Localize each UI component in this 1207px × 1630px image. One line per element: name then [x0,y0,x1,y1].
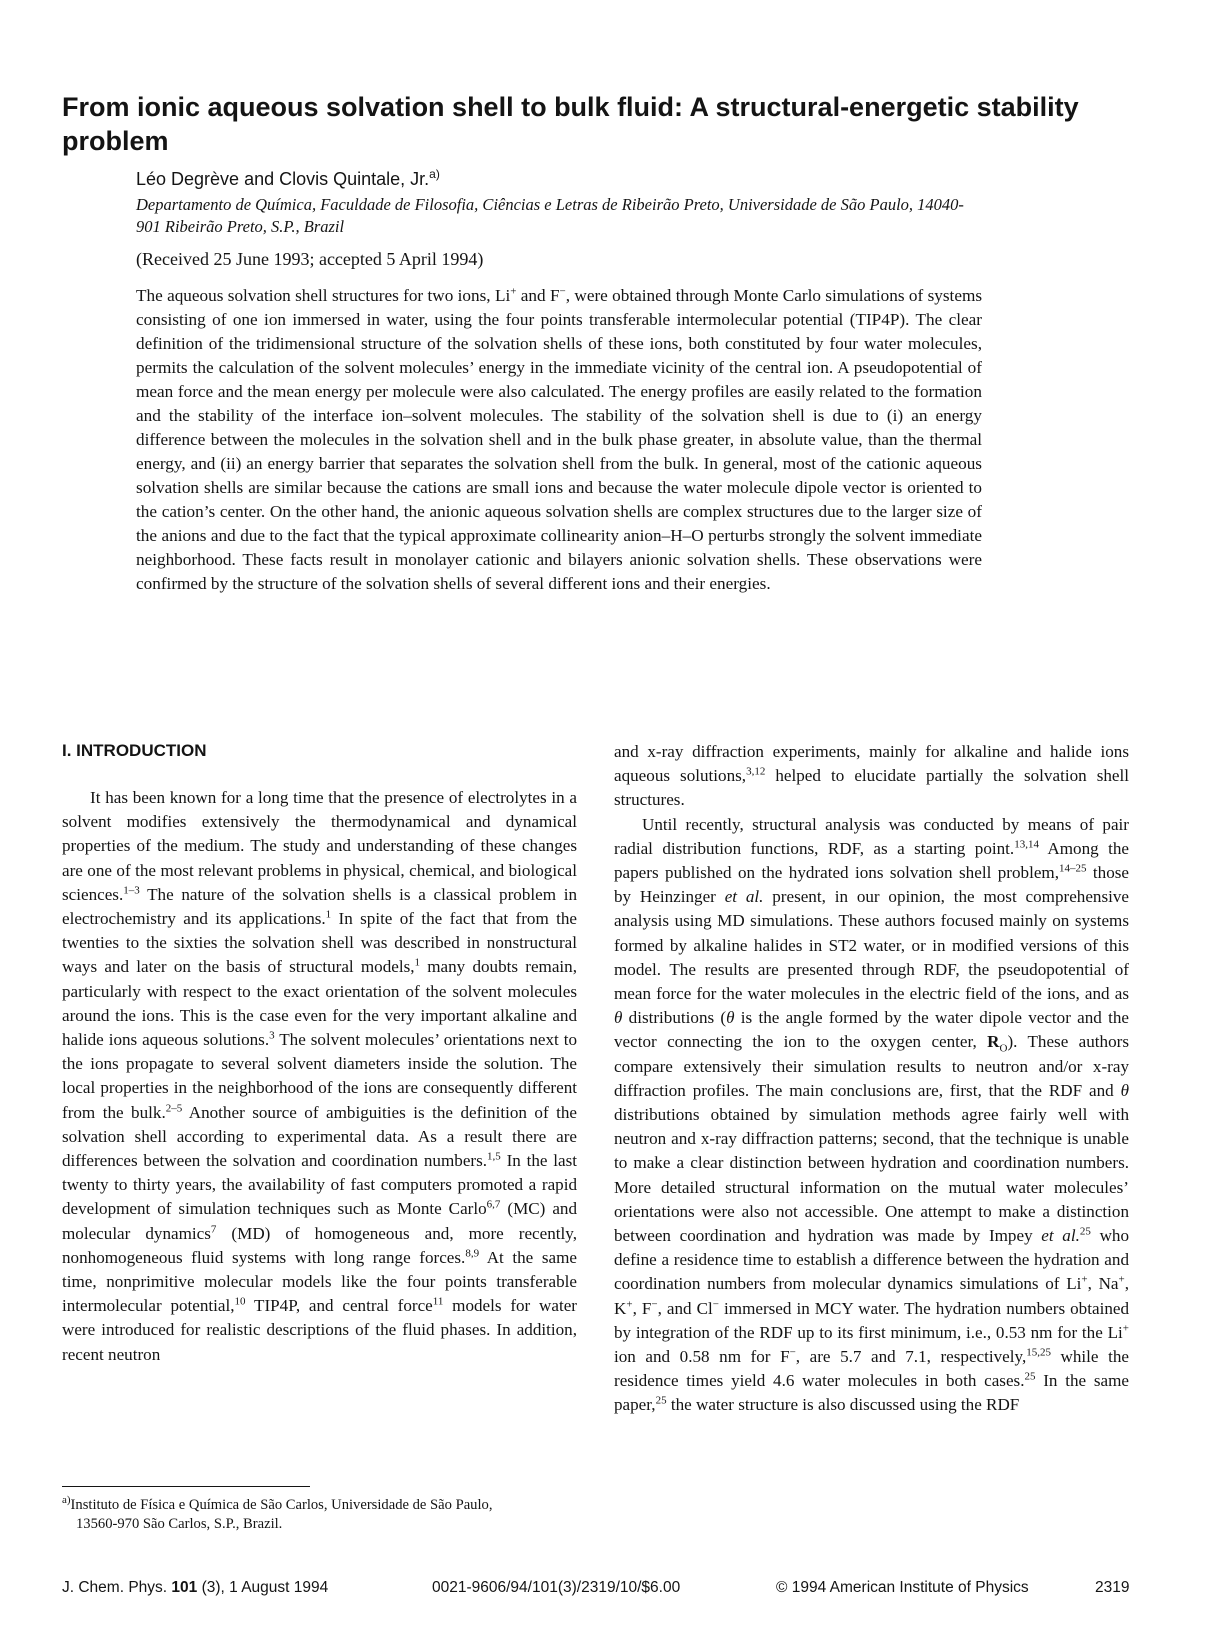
author-footnote-mark: a) [429,167,440,181]
section-heading: I. INTRODUCTION [62,741,207,760]
intro-paragraph-2: Until recently, structural analysis was conducted by means of pair radial distribution functions, RDF, as a starting point.$^{13,14}$ Among the papers published on the hydrated ions solvation shell problem,$^{14-25}$ those by Heinzinger et al. present, in our opinion, the most comprehensive analysis using MD simulations. These authors focused mainly on systems formed by alkaline halides in ST2 water, or in modified versions of this model. The results are presented through RDF, the pseudopotential of mean force for the water molecules in the electric field of the ions, and as θ distributions (θ is the angle formed by the water dipole vector and the vector connecting the ion to the oxygen center, $R_O$). These authors compare extensively their simulation results to neutron and/or x-ray diffraction profiles. The main conclusions are, first, that the RDF and θ distributions obtained by simulation methods agree fairly well with neutron and x-ray diffraction patterns; second, that the technique is unable to make a clear distinction between hydration and coordination numbers. More detailed structural information on the mutual water molecules’ orientations were also not accessible. One attempt to make a distinction between coordination and hydration was made by Impey et al.$^{25}$ who define a residence time to establish a difference between the hydration and coordination numbers from molecular dynamics simulations of Li+, Na+, K+, F−, and Cl− immersed in MCY water. The hydration numbers obtained by integration of the RDF up to its first minimum, i.e., 0.53 nm for the Li+ ion and 0.58 nm for F−, are 5.7 and 7.1, respectively,$^{15,25}$ while the residence times yield 4.6 water molecules in both cases.$^{25}$ In the same paper,$^{25}$ the water structure is also discussed using the RDF [614,814,1130,1415]
footnote: $^{a)}$Instituto de Física e Química de São Carlos, Universidade de São Paulo, 13560-970 São Carlos, S.P., Brazil. [62,1494,493,1532]
left-column [62,786,577,1367]
footnote-rule [62,1486,310,1487]
footer-article-code: 0021-9606/94/101(3)/2319/10/$6.00 [432,1579,681,1596]
abstract: The aqueous solvation shell structures for two ions, Li+ and F−, were obtained through Monte Carlo simulations of systems consisting of one ion immersed in water, using the four points transferable intermolecular potential (TIP4P). The clear definition of the tridimensional structure of the solvation shells of these ions, both constituted by four water molecules, permits the calculation of the solvent molecules’ energy in the immediate vicinity of the central ion. A pseudopotential of mean force and the mean energy per molecule were also calculated. The energy profiles are easily related to the formation and the stability of the interface ion–solvent molecules. The stability of the solvation shell is due to (i) an energy difference between the molecules in the solvation shell and in the bulk phase greater, in absolute value, than the thermal energy, and (ii) an energy barrier that separates the solvation shell from the bulk. In general, most of the cationic aqueous solvation shells are similar because the cations are small ions and because the water molecule dipole vector is oriented to the cation’s center. On the other hand, the anionic aqueous solvation shells are complex structures due to the larger size of the anions and due to the fact that the typical approximate collinearity anion–H–O perturbs strongly the solvent immediate neighborhood. These facts result in monolayer cationic and bilayers anionic solvation shells. These observations were confirmed by the structure of the solvation shells of several different ions and their energies. [136,285,983,593]
intro-paragraph-1: It has been known for a long time that the presence of electrolytes in a solvent modifies extensively the thermodynamical and dynamical properties of the medium. The study and understanding of these changes are one of the most relevant problems in physical, chemical, and biological sciences.$^{1-3}$ The nature of the solvation shells is a classical problem in electrochemistry and its applications.$^1$ In spite of the fact that from the twenties to the sixties the solvation shell was described in nonstructural ways and later on the basis of structural models,$^1$ many doubts remain, particularly with respect to the exact orientation of the solvent molecules around the ions. This is the case even for the very important alkaline and halide ions aqueous solutions.$^3$ The solvent molecules’ orientations next to the ions propagate to several solvent diameters inside the solution. The local properties in the neighborhood of the ions are consequently different from the bulk.$^{2-5}$ Another source of ambiguities is the definition of the solvation shell according to experimental data. As a result there are differences between the solvation and coordination numbers.$^{1,5}$ In the last twenty to thirty years, the availability of fast computers promoted a rapid development of simulation techniques such as Monte Carlo$^{6,7}$ (MC) and molecular dynamics$^7$ (MD) of homogeneous and, more recently, nonhomogeneous fluid systems with long range forces.$^{8,9}$ At the same time, nonprimitive molecular models like the four points transferable intermolecular potential,$^{10}$ TIP4P, and central force$^{11}$ models for water were introduced for realistic descriptions of the fluid phases. In addition, recent neutron [62,788,577,1364]
intro-paragraph-1-continued: and x-ray diffraction experiments, mainly for alkaline and halide ions aqueous solutions,$^{3,12}$ helped to elucidate partially the solvation shell structures. [614,742,1129,810]
received-dates: (Received 25 June 1993; accepted 5 April 1994) [136,249,484,269]
footnote-mark: a) [62,1494,71,1507]
author-names: Léo Degrève and Clovis Quintale, Jr. [136,169,430,189]
affiliation: Departamento de Química, Faculdade de Filosofia, Ciências e Letras de Ribeirão Preto, Universidade de São Paulo, 14040-901 Ribeirão Preto, S.P., Brazil [136,195,964,236]
paper-title: From ionic aqueous solvation shell to bulk fluid: A structural-energetic stability problem [62,92,1079,156]
page-number: 2319 [1095,1579,1130,1596]
footer-journal-citation: J. Chem. Phys. 101 (3), 1 August 1994 [62,1579,329,1596]
footer-copyright: © 1994 American Institute of Physics [776,1579,1029,1596]
right-column [614,740,1129,1418]
authors [136,168,440,190]
